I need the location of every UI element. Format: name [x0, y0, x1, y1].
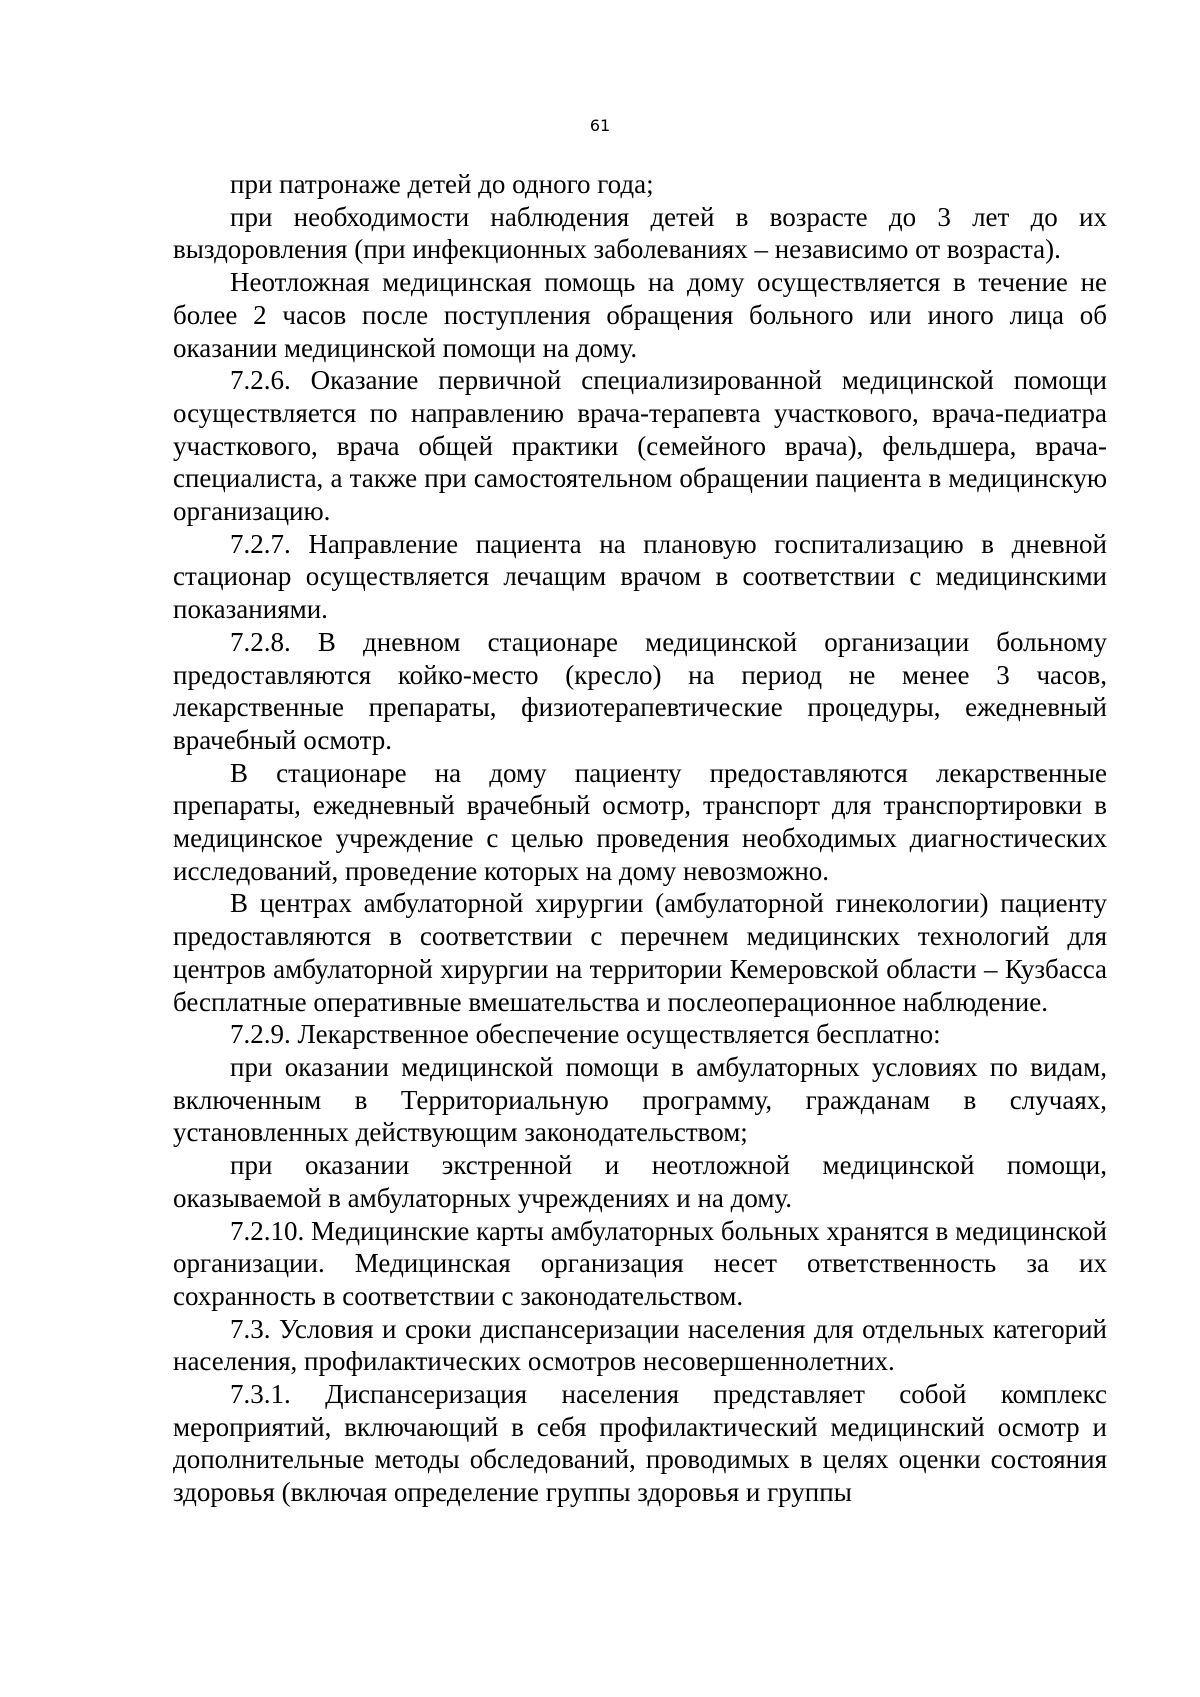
- paragraph: 7.2.6. Оказание первичной специализированной медицинской помощи осуществляется по направлению врача-терапевта участкового, врача-педиатра участкового, врача общей практики (семейного врача), фельдшера, врача-специалиста, а также при самостоятельном обращении пациента в медицинскую организацию.: [173, 365, 1107, 527]
- paragraph: 7.2.8. В дневном стационаре медицинской организации больному предоставляются койко-место (кресло) на период не менее 3 часов, лекарственные препараты, физиотерапевтические процедуры, ежедневный врачебный осмотр.: [173, 626, 1107, 755]
- document-body: [173, 168, 1107, 1509]
- paragraph: 7.3. Условия и сроки диспансеризации населения для отдельных категорий населения, профилактических осмотров несовершеннолетних.: [173, 1313, 1107, 1377]
- paragraph: при необходимости наблюдения детей в возрасте до 3 лет до их выздоровления (при инфекционных заболеваниях – независимо от возраста).: [173, 201, 1107, 265]
- paragraph: 7.3.1. Диспансеризация населения представляет собой комплекс мероприятий, включающий в себя профилактический медицинский осмотр и дополнительные методы обследований, проводимых в целях оценки состояния здоровья (включая определение группы здоровья и группы: [173, 1379, 1107, 1508]
- paragraph: 7.2.10. Медицинские карты амбулаторных больных хранятся в медицинской организации. Медицинская организация несет ответственность за их сохранность в соответствии с законодательством.: [173, 1215, 1107, 1311]
- paragraph: 7.2.9. Лекарственное обеспечение осуществляется бесплатно:: [230, 1019, 941, 1050]
- paragraph: при оказании экстренной и неотложной медицинской помощи, оказываемой в амбулаторных учреждениях и на дому.: [173, 1150, 1107, 1213]
- paragraph: В центрах амбулаторной хирургии (амбулаторной гинекологии) пациенту предоставляются в соответствии с перечнем медицинских технологий для центров амбулаторной хирургии на территории Кемеровской области – Кузбасса бесплатные оперативные вмешательства и послеоперационное наблюдение.: [173, 888, 1107, 1017]
- paragraph: Неотложная медицинская помощь на дому осуществляется в течение не более 2 часов после поступления обращения больного или иного лица об оказании медицинской помощи на дому.: [173, 267, 1107, 363]
- paragraph: 7.2.7. Направление пациента на плановую госпитализацию в дневной стационар осуществляется лечащим врачом в соответствии с медицинскими показаниями.: [173, 528, 1107, 625]
- page-number: 61: [589, 116, 611, 135]
- paragraph: при оказании медицинской помощи в амбулаторных условиях по видам, включенным в Территориальную программу, гражданам в случаях, установленных действующим законодательством;: [173, 1051, 1107, 1148]
- paragraph: В стационаре на дому пациенту предоставляются лекарственные препараты, ежедневный врачебный осмотр, транспорт для транспортировки в медицинское учреждение с целью проведения необходимых диагностических исследований, проведение которых на дому невозможно.: [173, 757, 1107, 886]
- paragraph: при патронаже детей до одного года;: [230, 169, 654, 199]
